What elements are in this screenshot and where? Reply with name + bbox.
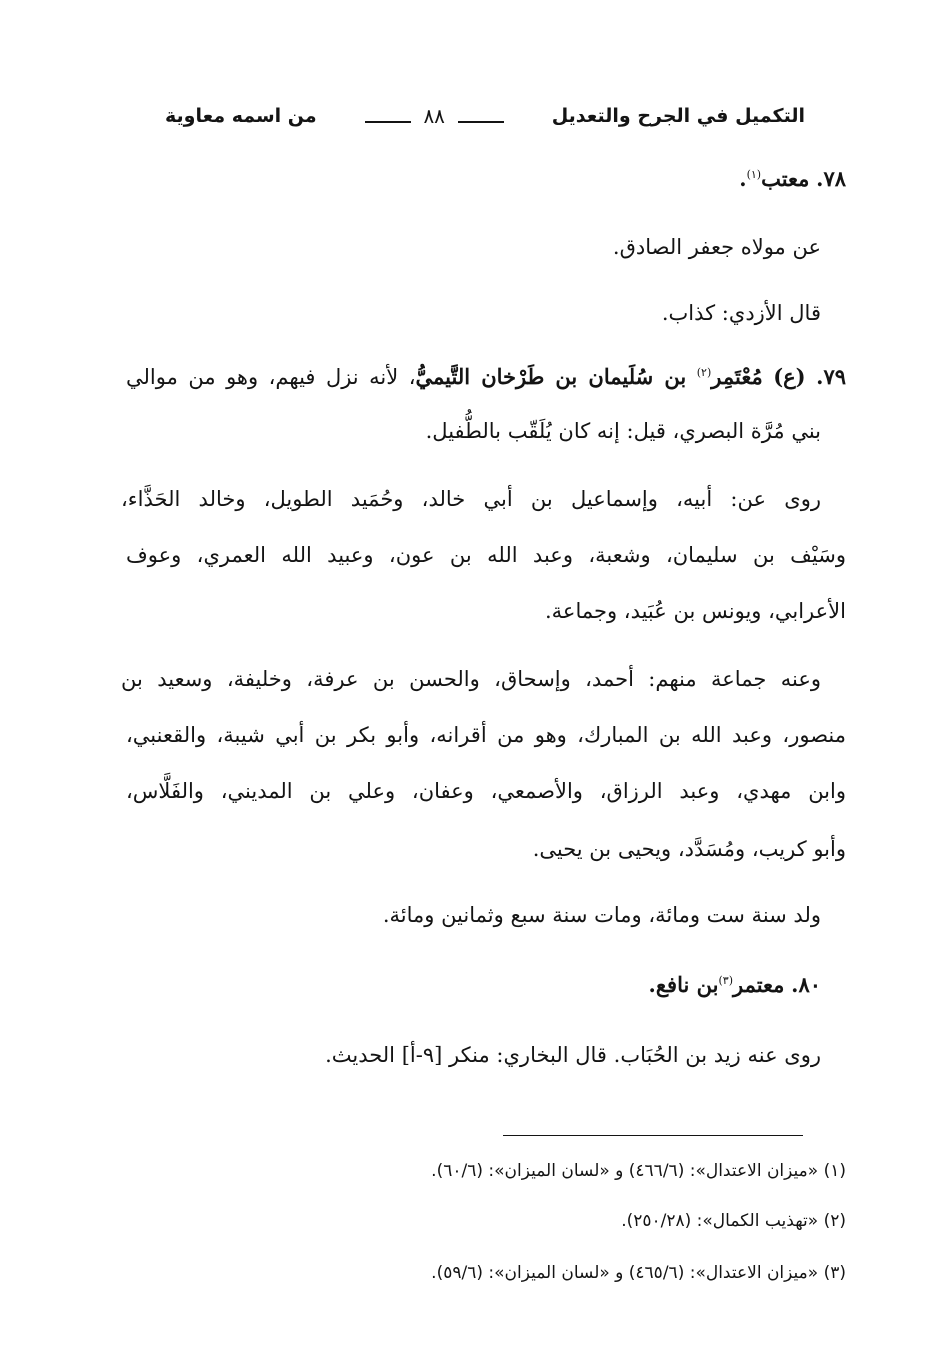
entry-end: . — [739, 166, 747, 191]
entry-symbol: (ع) — [773, 364, 806, 389]
page-number: ٨٨ — [423, 104, 445, 128]
entry-80-line-1: روى عنه زيد بن الحُبَاب. قال البخاري: منكر [٩-أ] الحديث. — [325, 1043, 821, 1067]
entry-79-anhu-3: وابن مهدي، وعبد الرزاق، والأصمعي، وعفان، وعلي بن المديني، والفَلَّاس، — [126, 779, 846, 803]
entry-78-heading — [126, 164, 846, 194]
header-center — [359, 104, 510, 128]
footnote-ref: (١) — [746, 168, 762, 181]
entry-name-cont: بن نافع. — [648, 972, 719, 997]
footnote-2: (٢) «تهذيب الكمال»: (٢٥٠/٢٨). — [621, 1211, 846, 1231]
entry-name: معتمر — [732, 972, 785, 997]
entry-79-riwaya-3: الأعرابي، ويونس بن عُبَيد، وجماعة. — [544, 599, 846, 623]
footnote-3: (٣) «ميزان الاعتدال»: (٤٦٥/٦) و «لسان الميزان»: (٥٩/٦). — [431, 1263, 846, 1283]
header-dash — [365, 121, 411, 123]
header-book-title: التكميل في الجرح والتعديل — [551, 105, 805, 127]
footnote-ref: (٢) — [696, 366, 712, 379]
entry-number: ٧٩. — [816, 364, 847, 389]
entry-79-anhu-2: منصور، وعبد الله بن المبارك، وهو من أقرانه، وأبو بكر بن أبي شيبة، والقعنبي، — [126, 723, 846, 747]
entry-name: مُعْتَمِر — [711, 364, 763, 389]
entry-79-heading — [126, 362, 846, 392]
entry-78-line-2: قال الأزدي: كذاب. — [661, 301, 821, 325]
entry-heading-rest: ، لأنه نزل فيهم، وهو من موالي — [126, 365, 416, 389]
entry-79-anhu-4: وأبو كريب، ومُسَدَّد، ويحيى بن يحيى. — [532, 837, 846, 861]
footnote-ref: (٣) — [718, 974, 733, 987]
entry-number: ٧٨. — [816, 166, 846, 191]
entry-79-birth-death: ولد سنة ست ومائة، ومات سنة سبع وثمانين ومائة. — [382, 903, 821, 927]
entry-79-line-2: بني مُرَّة البصري، قيل: إنه كان يُلَقّب بالطُّفيل. — [425, 419, 821, 443]
entry-79-riwaya-1: روى عن: أبيه، وإسماعيل بن أبي خالد، وحُمَيد الطويل، وخالد الحَذَّاء، — [121, 487, 821, 511]
running-header — [165, 98, 805, 134]
entry-80-heading — [121, 970, 821, 1000]
entry-79-anhu-1: وعنه جماعة منهم: أحمد، وإسحاق، والحسن بن عرفة، وخليفة، وسعيد بن — [121, 667, 821, 691]
header-section: من اسمه معاوية — [165, 105, 317, 127]
entry-name-cont: بن سُلَيمان بن طَرْخان التَّيميُّ — [415, 364, 687, 389]
header-dash — [458, 121, 504, 123]
entry-78-line-1: عن مولاه جعفر الصادق. — [612, 235, 821, 259]
entry-name: معتب — [761, 166, 810, 191]
footnote-1: (١) «ميزان الاعتدال»: (٤٦٦/٦) و «لسان الميزان»: (٦٠/٦). — [431, 1161, 846, 1181]
entry-79-riwaya-2: وسَيْف بن سليمان، وشعبة، وعبد الله بن عون، وعبيد الله العمري، وعوف — [126, 543, 846, 567]
entry-number: ٨٠. — [791, 972, 821, 997]
footnote-separator — [503, 1135, 803, 1136]
